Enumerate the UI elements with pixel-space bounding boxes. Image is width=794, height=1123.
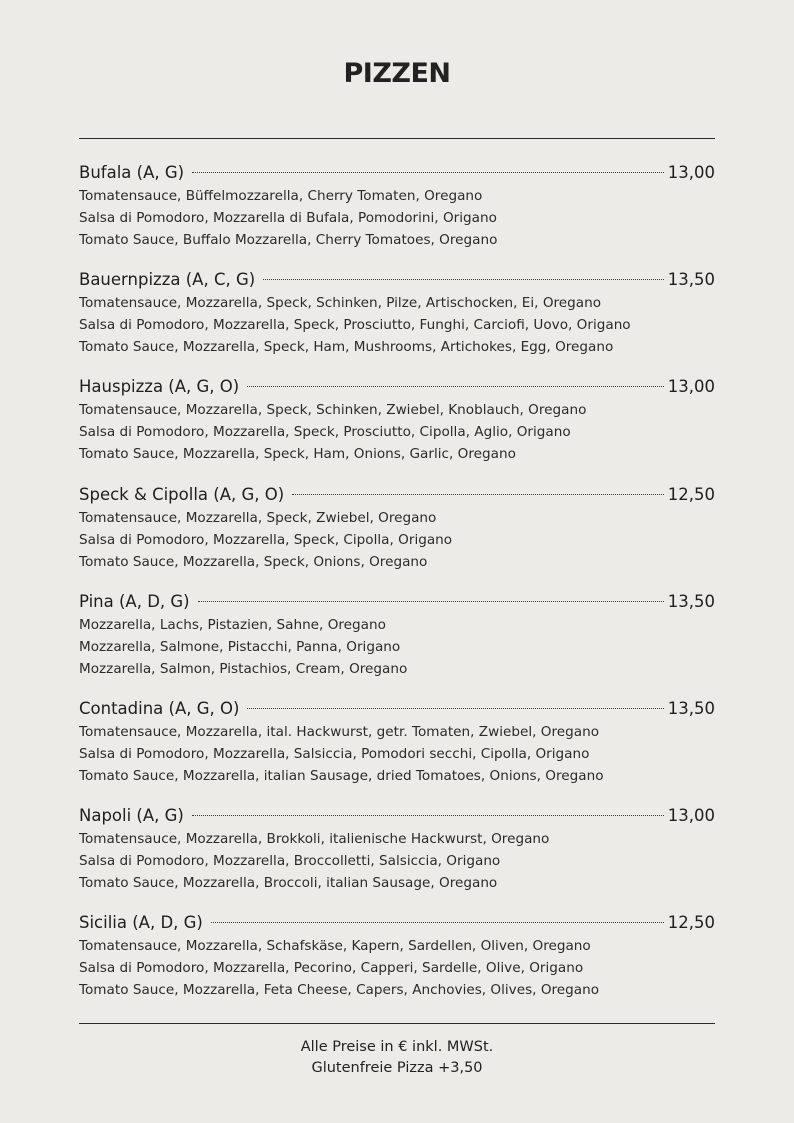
item-name: Sicilia (A, D, G) (79, 913, 203, 933)
footer-notes (0, 1037, 794, 1079)
description-german: Tomatensauce, Mozzarella, Speck, Schinken, Zwiebel, Knoblauch, Oregano (79, 402, 587, 419)
description-english: Tomato Sauce, Mozzarella, Speck, Ham, Onions, Garlic, Oregano (79, 446, 516, 463)
item-price: 12,50 (667, 484, 715, 504)
menu-item (79, 482, 715, 589)
description-italian: Salsa di Pomodoro, Mozzarella, Broccolletti, Salsiccia, Origano (79, 853, 501, 870)
description-german: Tomatensauce, Mozzarella, Brokkoli, italienische Hackwurst, Oregano (79, 831, 550, 848)
description-english: Tomato Sauce, Mozzarella, Speck, Onions, Oregano (79, 553, 428, 570)
menu-item-header (79, 910, 715, 935)
menu-item-header (79, 267, 715, 292)
description-german: Tomatensauce, Büffelmozzarella, Cherry Tomaten, Oregano (79, 188, 483, 204)
gluten-free-note: Glutenfreie Pizza +3,50 (311, 1060, 483, 1076)
item-price: 13,50 (667, 698, 715, 718)
item-name: Speck & Cipolla (A, G, O) (79, 484, 285, 504)
bottom-divider (79, 1023, 715, 1024)
item-name: Contadina (A, G, O) (79, 698, 240, 718)
pizza-menu-list (79, 160, 715, 1018)
item-price: 13,00 (667, 163, 715, 182)
menu-item-header (79, 803, 715, 828)
description-italian: Salsa di Pomodoro, Mozzarella, Speck, Cipolla, Origano (79, 531, 453, 548)
description-german: Tomatensauce, Mozzarella, Schafskäse, Kapern, Sardellen, Oliven, Oregano (79, 938, 591, 955)
description-german: Mozzarella, Lachs, Pistazien, Sahne, Oregano (79, 616, 386, 633)
description-italian: Salsa di Pomodoro, Mozzarella, Pecorino, Capperi, Sardelle, Olive, Origano (79, 960, 584, 977)
dot-leader (192, 815, 664, 816)
menu-item-header (79, 482, 715, 507)
dot-leader (292, 494, 664, 495)
description-german: Tomatensauce, Mozzarella, Speck, Schinken, Pilze, Artischocken, Ei, Oregano (79, 295, 602, 312)
description-english: Tomato Sauce, Buffalo Mozzarella, Cherry Tomatoes, Oregano (79, 232, 498, 248)
item-name: Bauernpizza (A, C, G) (79, 270, 256, 290)
item-price: 13,00 (667, 377, 715, 397)
menu-item (79, 267, 715, 374)
menu-item (79, 696, 715, 803)
description-english: Tomato Sauce, Mozzarella, Broccoli, italian Sausage, Oregano (79, 875, 498, 892)
description-german: Tomatensauce, Mozzarella, Speck, Zwiebel, Oregano (79, 509, 437, 526)
menu-item (79, 910, 715, 1017)
dot-leader (192, 172, 664, 173)
item-name: Bufala (A, G) (79, 163, 185, 182)
description-italian: Salsa di Pomodoro, Mozzarella, Salsiccia, Pomodori secchi, Cipolla, Origano (79, 745, 590, 762)
item-price: 12,50 (667, 913, 715, 933)
page-title: PIZZEN (343, 58, 451, 89)
dot-leader (211, 922, 664, 923)
menu-item (79, 160, 715, 267)
item-price: 13,50 (667, 270, 715, 290)
menu-item (79, 374, 715, 481)
description-italian: Mozzarella, Salmone, Pistacchi, Panna, Origano (79, 638, 401, 655)
menu-item-header (79, 160, 715, 185)
dot-leader (247, 708, 663, 709)
dot-leader (263, 279, 664, 280)
menu-item (79, 589, 715, 696)
description-italian: Salsa di Pomodoro, Mozzarella, Speck, Prosciutto, Funghi, Carciofi, Uovo, Origano (79, 317, 631, 334)
description-english: Tomato Sauce, Mozzarella, italian Sausage, dried Tomatoes, Onions, Oregano (79, 767, 604, 784)
item-name: Pina (A, D, G) (79, 591, 190, 611)
item-price: 13,00 (667, 806, 715, 826)
description-german: Tomatensauce, Mozzarella, ital. Hackwurst, getr. Tomaten, Zwiebel, Oregano (79, 723, 600, 740)
dot-leader (198, 601, 664, 602)
item-name: Hauspizza (A, G, O) (79, 377, 240, 397)
item-price: 13,50 (667, 591, 715, 611)
description-english: Tomato Sauce, Mozzarella, Speck, Ham, Mushrooms, Artichokes, Egg, Oregano (79, 339, 614, 356)
description-italian: Salsa di Pomodoro, Mozzarella, Speck, Prosciutto, Cipolla, Aglio, Origano (79, 424, 571, 441)
menu-item-header (79, 589, 715, 614)
description-english: Mozzarella, Salmon, Pistachios, Cream, Oregano (79, 660, 408, 677)
top-divider (79, 138, 715, 139)
item-name: Napoli (A, G) (79, 806, 184, 826)
description-italian: Salsa di Pomodoro, Mozzarella di Bufala, Pomodorini, Origano (79, 210, 497, 226)
menu-item-header (79, 374, 715, 399)
dot-leader (247, 386, 664, 387)
menu-item-header (79, 696, 715, 721)
price-note: Alle Preise in € inkl. MWSt. (300, 1039, 494, 1055)
menu-item (79, 803, 715, 910)
description-english: Tomato Sauce, Mozzarella, Feta Cheese, Capers, Anchovies, Olives, Oregano (79, 982, 600, 999)
